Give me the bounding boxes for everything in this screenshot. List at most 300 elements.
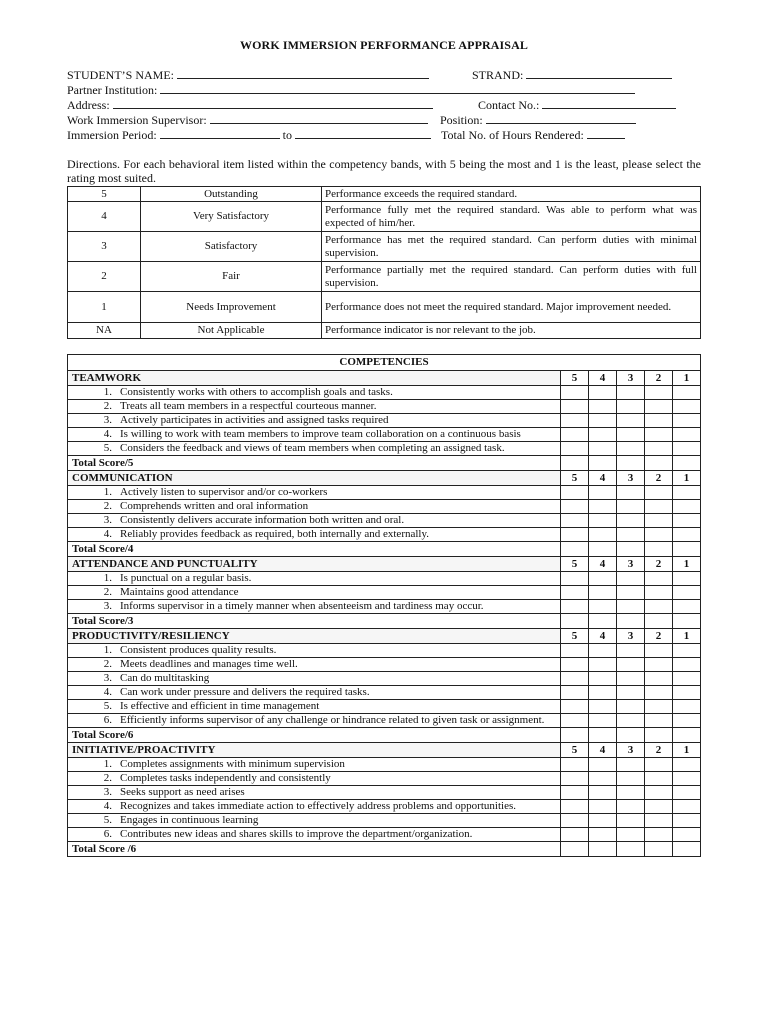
total-score-cell[interactable] [673, 456, 701, 471]
rating-cell[interactable] [617, 386, 645, 400]
rating-cell[interactable] [589, 572, 617, 586]
rating-label: Needs Improvement [141, 292, 322, 323]
rating-cell[interactable] [561, 786, 589, 800]
score-column-header: 2 [645, 371, 673, 386]
rating-description: Performance does not meet the required standard. Major improvement needed. [322, 292, 701, 323]
rating-cell[interactable] [561, 428, 589, 442]
rating-cell[interactable] [589, 786, 617, 800]
item-text: Can work under pressure and delivers the required tasks. [120, 686, 370, 698]
rating-cell[interactable] [589, 386, 617, 400]
competency-item-row [68, 586, 701, 600]
total-score-cell[interactable] [673, 728, 701, 743]
competency-item [68, 586, 561, 600]
competency-item-row [68, 714, 701, 728]
rating-label: Not Applicable [141, 323, 322, 339]
rating-cell[interactable] [589, 514, 617, 528]
rating-label: Satisfactory [141, 232, 322, 262]
strand-row [472, 67, 672, 83]
item-text: Is punctual on a regular basis. [120, 572, 252, 584]
rating-scale-table [67, 186, 701, 339]
rating-cell[interactable] [589, 758, 617, 772]
rating-score: 2 [68, 262, 141, 292]
rating-cell[interactable] [645, 644, 673, 658]
total-score-cell[interactable] [561, 614, 589, 629]
competency-item [68, 714, 561, 728]
rating-description: Performance has met the required standard. Can perform duties with minimal supervision. [322, 232, 701, 262]
rating-cell[interactable] [645, 486, 673, 500]
score-column-header: 2 [645, 629, 673, 644]
rating-cell[interactable] [617, 800, 645, 814]
rating-cell[interactable] [673, 528, 701, 542]
rating-description: Performance indicator is nor relevant to the job. [322, 323, 701, 339]
rating-cell[interactable] [645, 586, 673, 600]
total-hours-label: Total No. of Hours Rendered: [441, 128, 584, 142]
total-score-cell[interactable] [645, 542, 673, 557]
rating-cell[interactable] [645, 400, 673, 414]
rating-cell[interactable] [645, 828, 673, 842]
competency-item-row [68, 786, 701, 800]
competency-item [68, 500, 561, 514]
competency-item [68, 686, 561, 700]
section-header-row [68, 557, 701, 572]
rating-cell[interactable] [673, 772, 701, 786]
competency-item [68, 814, 561, 828]
competency-item-row [68, 442, 701, 456]
rating-cell[interactable] [589, 528, 617, 542]
competency-item [68, 658, 561, 672]
rating-cell[interactable] [645, 442, 673, 456]
rating-cell[interactable] [645, 672, 673, 686]
rating-cell[interactable] [561, 442, 589, 456]
score-column-header: 3 [617, 371, 645, 386]
rating-cell[interactable] [589, 442, 617, 456]
score-column-header: 2 [645, 471, 673, 486]
item-text: Consistent produces quality results. [120, 644, 277, 656]
total-score-cell[interactable] [589, 456, 617, 471]
rating-cell[interactable] [673, 414, 701, 428]
rating-cell[interactable] [561, 658, 589, 672]
rating-cell[interactable] [673, 658, 701, 672]
competency-item [68, 442, 561, 456]
rating-cell[interactable] [617, 672, 645, 686]
item-number: 3. [103, 786, 112, 798]
item-number: 2. [103, 400, 112, 412]
competency-item-row [68, 428, 701, 442]
total-score-label: Total Score/6 [68, 728, 561, 743]
rating-cell[interactable] [645, 600, 673, 614]
total-score-label: Total Score/4 [68, 542, 561, 557]
rating-cell[interactable] [589, 428, 617, 442]
competency-item-row [68, 600, 701, 614]
position-label: Position: [440, 113, 483, 127]
rating-cell[interactable] [561, 772, 589, 786]
to-label: to [282, 128, 292, 142]
item-text: Engages in continuous learning [120, 814, 259, 826]
total-score-row [68, 728, 701, 743]
total-hours-field[interactable] [587, 127, 625, 139]
item-number: 1. [103, 572, 112, 584]
score-column-header: 1 [673, 557, 701, 572]
rating-cell[interactable] [617, 442, 645, 456]
score-column-header: 3 [617, 629, 645, 644]
total-score-row [68, 542, 701, 557]
competency-item-row [68, 528, 701, 542]
rating-cell[interactable] [617, 572, 645, 586]
rating-cell[interactable] [673, 758, 701, 772]
competency-item-row [68, 414, 701, 428]
rating-cell[interactable] [561, 686, 589, 700]
competency-item [68, 600, 561, 614]
rating-cell[interactable] [645, 528, 673, 542]
rating-cell[interactable] [645, 686, 673, 700]
rating-cell[interactable] [561, 814, 589, 828]
rating-cell[interactable] [673, 600, 701, 614]
partner-institution-row [67, 82, 635, 98]
rating-label: Fair [141, 262, 322, 292]
rating-cell[interactable] [673, 500, 701, 514]
competency-item [68, 572, 561, 586]
total-score-label: Total Score/3 [68, 614, 561, 629]
competency-item [68, 786, 561, 800]
rating-cell[interactable] [589, 500, 617, 514]
rating-cell[interactable] [645, 500, 673, 514]
rating-cell[interactable] [561, 758, 589, 772]
competency-item [68, 428, 561, 442]
competencies-table [67, 354, 701, 857]
score-column-header: 1 [673, 743, 701, 758]
rating-cell[interactable] [561, 700, 589, 714]
rating-label: Very Satisfactory [141, 202, 322, 232]
rating-cell[interactable] [561, 828, 589, 842]
item-text: Consistently works with others to accomplish goals and tasks. [120, 386, 393, 398]
rating-cell[interactable] [617, 786, 645, 800]
item-text: Efficiently informs supervisor of any challenge or hindrance related to given task or assignment. [120, 714, 545, 726]
rating-row [68, 232, 701, 262]
rating-description: Performance partially met the required standard. Can perform duties with full supervision. [322, 262, 701, 292]
rating-cell[interactable] [617, 814, 645, 828]
rating-cell[interactable] [645, 800, 673, 814]
rating-cell[interactable] [645, 572, 673, 586]
rating-cell[interactable] [645, 428, 673, 442]
item-text: Consistently delivers accurate information both written and oral. [120, 514, 405, 526]
item-text: Is effective and efficient in time management [120, 700, 320, 712]
rating-cell[interactable] [561, 572, 589, 586]
rating-description: Performance fully met the required standard. Was able to perform what was expected of him/her. [322, 202, 701, 232]
rating-cell[interactable] [561, 586, 589, 600]
rating-cell[interactable] [561, 500, 589, 514]
rating-cell[interactable] [561, 600, 589, 614]
rating-cell[interactable] [589, 586, 617, 600]
total-score-cell[interactable] [645, 728, 673, 743]
competency-item-row [68, 514, 701, 528]
address-label: Address: [67, 98, 110, 112]
rating-cell[interactable] [673, 486, 701, 500]
rating-cell[interactable] [561, 514, 589, 528]
rating-cell[interactable] [589, 714, 617, 728]
total-score-cell[interactable] [673, 842, 701, 857]
rating-cell[interactable] [673, 428, 701, 442]
rating-cell[interactable] [617, 600, 645, 614]
rating-cell[interactable] [617, 686, 645, 700]
total-score-cell[interactable] [645, 614, 673, 629]
item-number: 2. [103, 500, 112, 512]
rating-description: Performance exceeds the required standard. [322, 187, 701, 202]
score-column-header: 4 [589, 557, 617, 572]
competency-item-row [68, 400, 701, 414]
rating-cell[interactable] [617, 772, 645, 786]
total-score-cell[interactable] [561, 728, 589, 743]
competencies-header: COMPETENCIES [68, 355, 701, 371]
rating-cell[interactable] [589, 486, 617, 500]
item-number: 1. [103, 386, 112, 398]
rating-cell[interactable] [561, 400, 589, 414]
contact-field[interactable] [542, 97, 676, 109]
total-score-cell[interactable] [561, 842, 589, 857]
total-score-cell[interactable] [561, 456, 589, 471]
rating-cell[interactable] [673, 700, 701, 714]
item-number: 5. [103, 700, 112, 712]
rating-cell[interactable] [673, 672, 701, 686]
rating-cell[interactable] [617, 414, 645, 428]
rating-cell[interactable] [645, 386, 673, 400]
section-header-row [68, 743, 701, 758]
supervisor-label: Work Immersion Supervisor: [67, 113, 207, 127]
item-text: Is willing to work with team members to improve team collaboration on a continuous basis [120, 428, 521, 440]
rating-cell[interactable] [673, 644, 701, 658]
total-score-cell[interactable] [589, 842, 617, 857]
competency-item-row [68, 758, 701, 772]
total-score-cell[interactable] [617, 842, 645, 857]
item-text: Can do multitasking [120, 672, 210, 684]
rating-cell[interactable] [561, 386, 589, 400]
rating-cell[interactable] [645, 514, 673, 528]
rating-cell[interactable] [645, 700, 673, 714]
competency-item-row [68, 486, 701, 500]
student-name-field[interactable] [177, 67, 429, 79]
rating-cell[interactable] [589, 400, 617, 414]
rating-cell[interactable] [673, 786, 701, 800]
rating-cell[interactable] [673, 828, 701, 842]
rating-cell[interactable] [589, 814, 617, 828]
rating-cell[interactable] [617, 428, 645, 442]
item-text: Contributes new ideas and shares skills to improve the department/organization. [120, 828, 473, 840]
score-column-header: 5 [561, 743, 589, 758]
score-column-header: 4 [589, 471, 617, 486]
item-text: Considers the feedback and views of team members when completing an assigned task. [120, 442, 505, 454]
score-column-header: 5 [561, 629, 589, 644]
rating-cell[interactable] [617, 500, 645, 514]
total-score-cell[interactable] [645, 842, 673, 857]
score-column-header: 5 [561, 471, 589, 486]
supervisor-field[interactable] [210, 112, 428, 124]
section-name: COMMUNICATION [68, 471, 561, 486]
competency-item-row [68, 572, 701, 586]
rating-cell[interactable] [673, 400, 701, 414]
immersion-period-label: Immersion Period: [67, 128, 157, 142]
rating-cell[interactable] [645, 658, 673, 672]
section-header-row [68, 629, 701, 644]
strand-label: STRAND: [472, 68, 524, 82]
period-start-field[interactable] [160, 127, 280, 139]
score-column-header: 3 [617, 743, 645, 758]
period-end-field[interactable] [295, 127, 431, 139]
rating-cell[interactable] [561, 644, 589, 658]
rating-cell[interactable] [673, 386, 701, 400]
rating-cell[interactable] [561, 800, 589, 814]
rating-cell[interactable] [617, 528, 645, 542]
competency-item [68, 758, 561, 772]
total-hours-row [441, 127, 625, 143]
rating-cell[interactable] [589, 672, 617, 686]
score-column-header: 4 [589, 743, 617, 758]
position-field[interactable] [486, 112, 636, 124]
rating-cell[interactable] [589, 772, 617, 786]
item-text: Completes assignments with minimum supervision [120, 758, 345, 770]
rating-score: 3 [68, 232, 141, 262]
partner-institution-label: Partner Institution: [67, 83, 158, 97]
form-title: WORK IMMERSION PERFORMANCE APPRAISAL [240, 38, 528, 52]
student-name-row [67, 67, 429, 83]
item-number: 3. [103, 600, 112, 612]
rating-score: 5 [68, 187, 141, 202]
rating-cell[interactable] [617, 714, 645, 728]
total-score-cell[interactable] [617, 542, 645, 557]
address-field[interactable] [113, 97, 433, 109]
strand-field[interactable] [526, 67, 672, 79]
total-score-cell[interactable] [673, 614, 701, 629]
item-text: Actively participates in activities and assigned tasks required [120, 414, 389, 426]
competency-item [68, 528, 561, 542]
rating-cell[interactable] [617, 486, 645, 500]
rating-cell[interactable] [645, 414, 673, 428]
total-score-cell[interactable] [589, 614, 617, 629]
rating-cell[interactable] [673, 514, 701, 528]
rating-cell[interactable] [617, 828, 645, 842]
section-name: TEAMWORK [68, 371, 561, 386]
competency-item [68, 800, 561, 814]
score-column-header: 3 [617, 471, 645, 486]
rating-cell[interactable] [589, 828, 617, 842]
section-name: ATTENDANCE AND PUNCTUALITY [68, 557, 561, 572]
rating-score: 1 [68, 292, 141, 323]
item-number: 5. [103, 814, 112, 826]
rating-cell[interactable] [589, 644, 617, 658]
section-header-row [68, 371, 701, 386]
item-number: 4. [103, 528, 112, 540]
rating-cell[interactable] [561, 414, 589, 428]
competency-item [68, 486, 561, 500]
rating-cell[interactable] [617, 658, 645, 672]
rating-cell[interactable] [617, 758, 645, 772]
rating-cell[interactable] [673, 686, 701, 700]
rating-cell[interactable] [617, 644, 645, 658]
competency-item-row [68, 500, 701, 514]
rating-cell[interactable] [589, 600, 617, 614]
total-score-cell[interactable] [645, 456, 673, 471]
rating-cell[interactable] [589, 658, 617, 672]
section-name: INITIATIVE/PROACTIVITY [68, 743, 561, 758]
item-text: Meets deadlines and manages time well. [120, 658, 298, 670]
rating-score: 4 [68, 202, 141, 232]
competency-item-row [68, 828, 701, 842]
directions-text: Directions. For each behavioral item listed within the competency bands, with 5 being the most and 1 is the least, please select the rating most suited. [67, 157, 701, 185]
rating-cell[interactable] [589, 686, 617, 700]
total-score-cell[interactable] [589, 542, 617, 557]
item-number: 1. [103, 644, 112, 656]
rating-cell[interactable] [645, 814, 673, 828]
item-text: Maintains good attendance [120, 586, 239, 598]
rating-cell[interactable] [645, 758, 673, 772]
rating-cell[interactable] [673, 814, 701, 828]
total-score-cell[interactable] [589, 728, 617, 743]
total-score-cell[interactable] [617, 728, 645, 743]
rating-cell[interactable] [589, 800, 617, 814]
item-text: Comprehends written and oral information [120, 500, 309, 512]
item-number: 6. [103, 714, 112, 726]
competency-item-row [68, 700, 701, 714]
total-score-cell[interactable] [673, 542, 701, 557]
rating-label: Outstanding [141, 187, 322, 202]
rating-cell[interactable] [589, 414, 617, 428]
partner-institution-field[interactable] [160, 82, 635, 94]
total-score-cell[interactable] [617, 614, 645, 629]
total-score-row [68, 456, 701, 471]
score-column-header: 5 [561, 371, 589, 386]
item-number: 4. [103, 800, 112, 812]
score-column-header: 4 [589, 371, 617, 386]
rating-cell[interactable] [673, 714, 701, 728]
rating-cell[interactable] [561, 486, 589, 500]
contact-row [478, 97, 676, 113]
rating-cell[interactable] [645, 714, 673, 728]
item-text: Recognizes and takes immediate action to effectively address problems and opportunities. [120, 800, 516, 812]
rating-cell[interactable] [673, 442, 701, 456]
total-score-label: Total Score/5 [68, 456, 561, 471]
item-number: 5. [103, 442, 112, 454]
score-column-header: 2 [645, 743, 673, 758]
rating-cell[interactable] [561, 672, 589, 686]
address-row [67, 97, 433, 113]
rating-cell[interactable] [561, 528, 589, 542]
rating-score: NA [68, 323, 141, 339]
item-number: 2. [103, 586, 112, 598]
item-number: 2. [103, 772, 112, 784]
rating-cell[interactable] [561, 714, 589, 728]
total-score-cell[interactable] [617, 456, 645, 471]
rating-cell[interactable] [645, 786, 673, 800]
rating-row [68, 262, 701, 292]
total-score-row [68, 842, 701, 857]
rating-cell[interactable] [617, 700, 645, 714]
contact-label: Contact No.: [478, 98, 540, 112]
rating-cell[interactable] [617, 514, 645, 528]
rating-cell[interactable] [673, 586, 701, 600]
student-name-label: STUDENT’S NAME: [67, 68, 174, 82]
competency-item-row [68, 658, 701, 672]
rating-cell[interactable] [617, 586, 645, 600]
rating-cell[interactable] [673, 800, 701, 814]
rating-cell[interactable] [589, 700, 617, 714]
total-score-cell[interactable] [561, 542, 589, 557]
competency-item-row [68, 686, 701, 700]
score-column-header: 3 [617, 557, 645, 572]
rating-cell[interactable] [645, 772, 673, 786]
score-column-header: 2 [645, 557, 673, 572]
rating-cell[interactable] [617, 400, 645, 414]
competency-item-row [68, 644, 701, 658]
competency-item-row [68, 386, 701, 400]
rating-cell[interactable] [673, 572, 701, 586]
